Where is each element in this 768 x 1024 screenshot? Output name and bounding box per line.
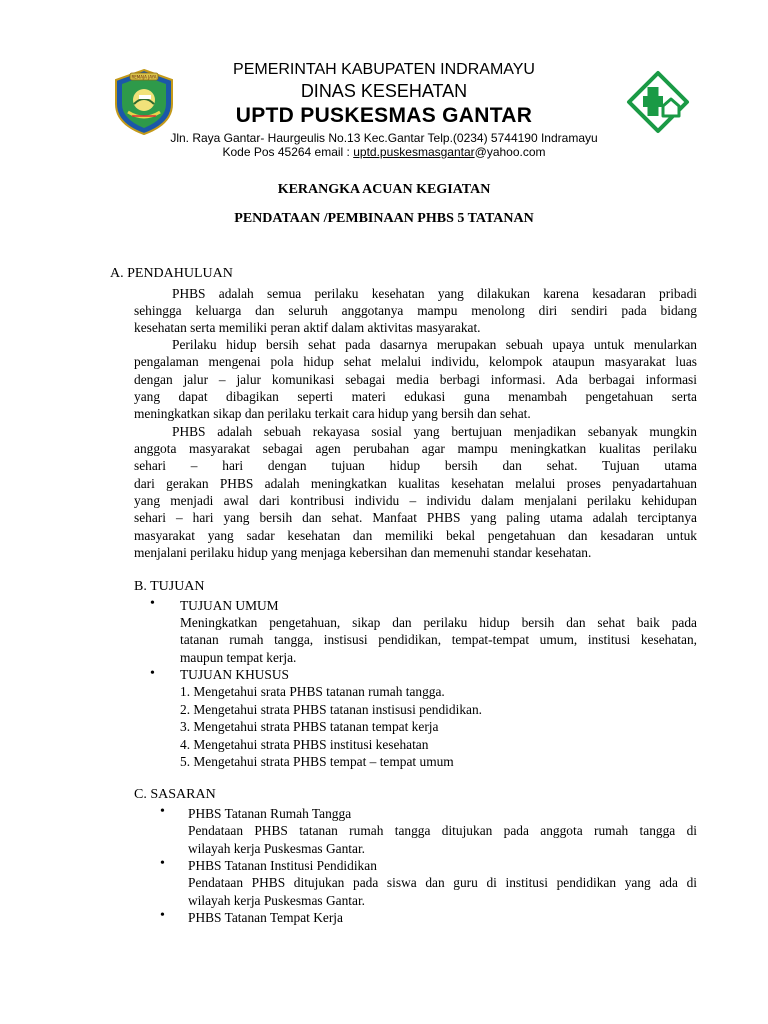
document-subtitle: PENDATAAN /PEMBINAAN PHBS 5 TATANAN — [234, 211, 534, 226]
paragraph-line: masyarakat yang sadar kesehatan dan memiliki bekal pengetahuan dan kesadaran untuk — [134, 528, 697, 543]
paragraph-line: tatanan rumah tangga, instisusi pendidikan, tempat-tempat umum, institusi kesehatan, — [180, 632, 697, 647]
section-a-heading: A. PENDAHULUAN — [110, 266, 233, 281]
letterhead-puskesmas: UPTD PUSKESMAS GANTAR — [235, 104, 533, 127]
paragraph-line: sehari – hari dengan tujuan hidup bersih dan sehat. Tujuan utama — [134, 458, 697, 473]
paragraph-line: dengan jalur – jalur komunikasi sebagai media berbagi informasi. Ada berbagai informasi — [134, 372, 697, 387]
paragraph-line: maupun tempat kerja. — [180, 650, 297, 665]
sasaran-label: PHBS Tatanan Tempat Kerja — [188, 910, 343, 925]
list-item: 5. Mengetahui strata PHBS tempat – tempat umum — [180, 754, 454, 769]
paragraph-line: sehari – hari yang bersih dan sehat. Manfaat PHBS yang paling utama adalah terciptanya — [134, 510, 697, 525]
email-link[interactable]: uptd.puskesmasgantar — [353, 145, 475, 159]
bullet-icon: • — [160, 804, 165, 819]
document-title: KERANGKA ACUAN KEGIATAN — [277, 182, 491, 197]
paragraph-line: wilayah kerja Puskesmas Gantar. — [188, 841, 366, 856]
paragraph-line: Pendataan PHBS tatanan rumah tangga ditujukan pada anggota rumah tangga di — [188, 823, 697, 838]
postal-code-text: Kode Pos 45264 email : — [222, 145, 354, 159]
paragraph-line: PHBS adalah semua perilaku kesehatan yang dilakukan karena kesadaran pribadi — [172, 286, 697, 301]
paragraph-line: Meningkatkan pengetahuan, sikap dan perilaku hidup bersih dan sehat baik pada — [180, 615, 697, 630]
paragraph-line: wilayah kerja Puskesmas Gantar. — [188, 893, 366, 908]
paragraph-line: yang menjadi awal dari kontribusi individu – individu dalam menjalani perilaku kehidupan — [134, 493, 697, 508]
emblem-banner-text: REMAJA JAYA — [131, 74, 157, 80]
paragraph-line: Perilaku hidup bersih sehat pada dasarnya merupakan sebuah upaya untuk menularkan — [172, 337, 697, 352]
letterhead-contact — [0, 145, 768, 159]
letterhead-department: DINAS KESEHATAN — [300, 81, 468, 101]
paragraph-line: menjalani perilaku hidup yang menjaga kebersihan dan memenuhi standar kesehatan. — [134, 545, 592, 560]
sasaran-label: PHBS Tatanan Institusi Pendidikan — [188, 858, 377, 873]
sasaran-label: PHBS Tatanan Rumah Tangga — [188, 806, 352, 821]
bullet-icon: • — [150, 596, 155, 611]
paragraph-line: kesehatan serta memiliki peran aktif dalam aktivitas masyarakat. — [134, 320, 481, 335]
tujuan-khusus-label: TUJUAN KHUSUS — [180, 667, 289, 682]
list-item: 2. Mengetahui strata PHBS tatanan instisusi pendidikan. — [180, 702, 482, 717]
paragraph-line: meningkatkan sikap dan perilaku terkait cara hidup yang bersih dan sehat. — [134, 406, 531, 421]
section-b-heading: B. TUJUAN — [134, 579, 205, 594]
bullet-icon: • — [160, 908, 165, 923]
paragraph-line: sehingga keluarga dan seluruh anggotanya mampu menolong diri sendiri pada bidang — [134, 303, 697, 318]
paragraph-line: Pendataan PHBS ditujukan pada siswa dan guru di institusi pendidikan yang ada di — [188, 875, 697, 890]
list-item: 3. Mengetahui strata PHBS tatanan tempat kerja — [180, 719, 439, 734]
section-c-heading: C. SASARAN — [134, 787, 216, 802]
paragraph-line: anggota masyarakat sebagai agen perubahan agar mampu meningkatkan kualitas perilaku — [134, 441, 697, 456]
paragraph-line: pengalaman mengenai pola hidup sehat melalui individu, kelompok ataupun masyarakat luas — [134, 354, 697, 369]
list-item: 4. Mengetahui strata PHBS institusi kesehatan — [180, 737, 429, 752]
email-domain: @yahoo.com — [474, 145, 546, 159]
paragraph-line: dari gerakan PHBS adalah meningkatkan kualitas kesehatan melalui proses penyadartahuan — [134, 476, 697, 491]
paragraph-line: yang dapat dibagikan seperti materi edukasi guna menambah pengetahuan serta — [134, 389, 697, 404]
bullet-icon: • — [160, 856, 165, 871]
list-item: 1. Mengetahui srata PHBS tatanan rumah tangga. — [180, 684, 445, 699]
letterhead-address: Jln. Raya Gantar- Haurgeulis No.13 Kec.Gantar Telp.(0234) 5744190 Indramayu — [170, 131, 598, 145]
bullet-icon: • — [150, 666, 155, 681]
paragraph-line: PHBS adalah sebuah rekayasa sosial yang bertujuan menjadikan sebanyak mungkin — [172, 424, 697, 439]
tujuan-umum-label: TUJUAN UMUM — [180, 598, 279, 613]
letterhead-government: PEMERINTAH KABUPATEN INDRAMAYU — [233, 61, 535, 78]
